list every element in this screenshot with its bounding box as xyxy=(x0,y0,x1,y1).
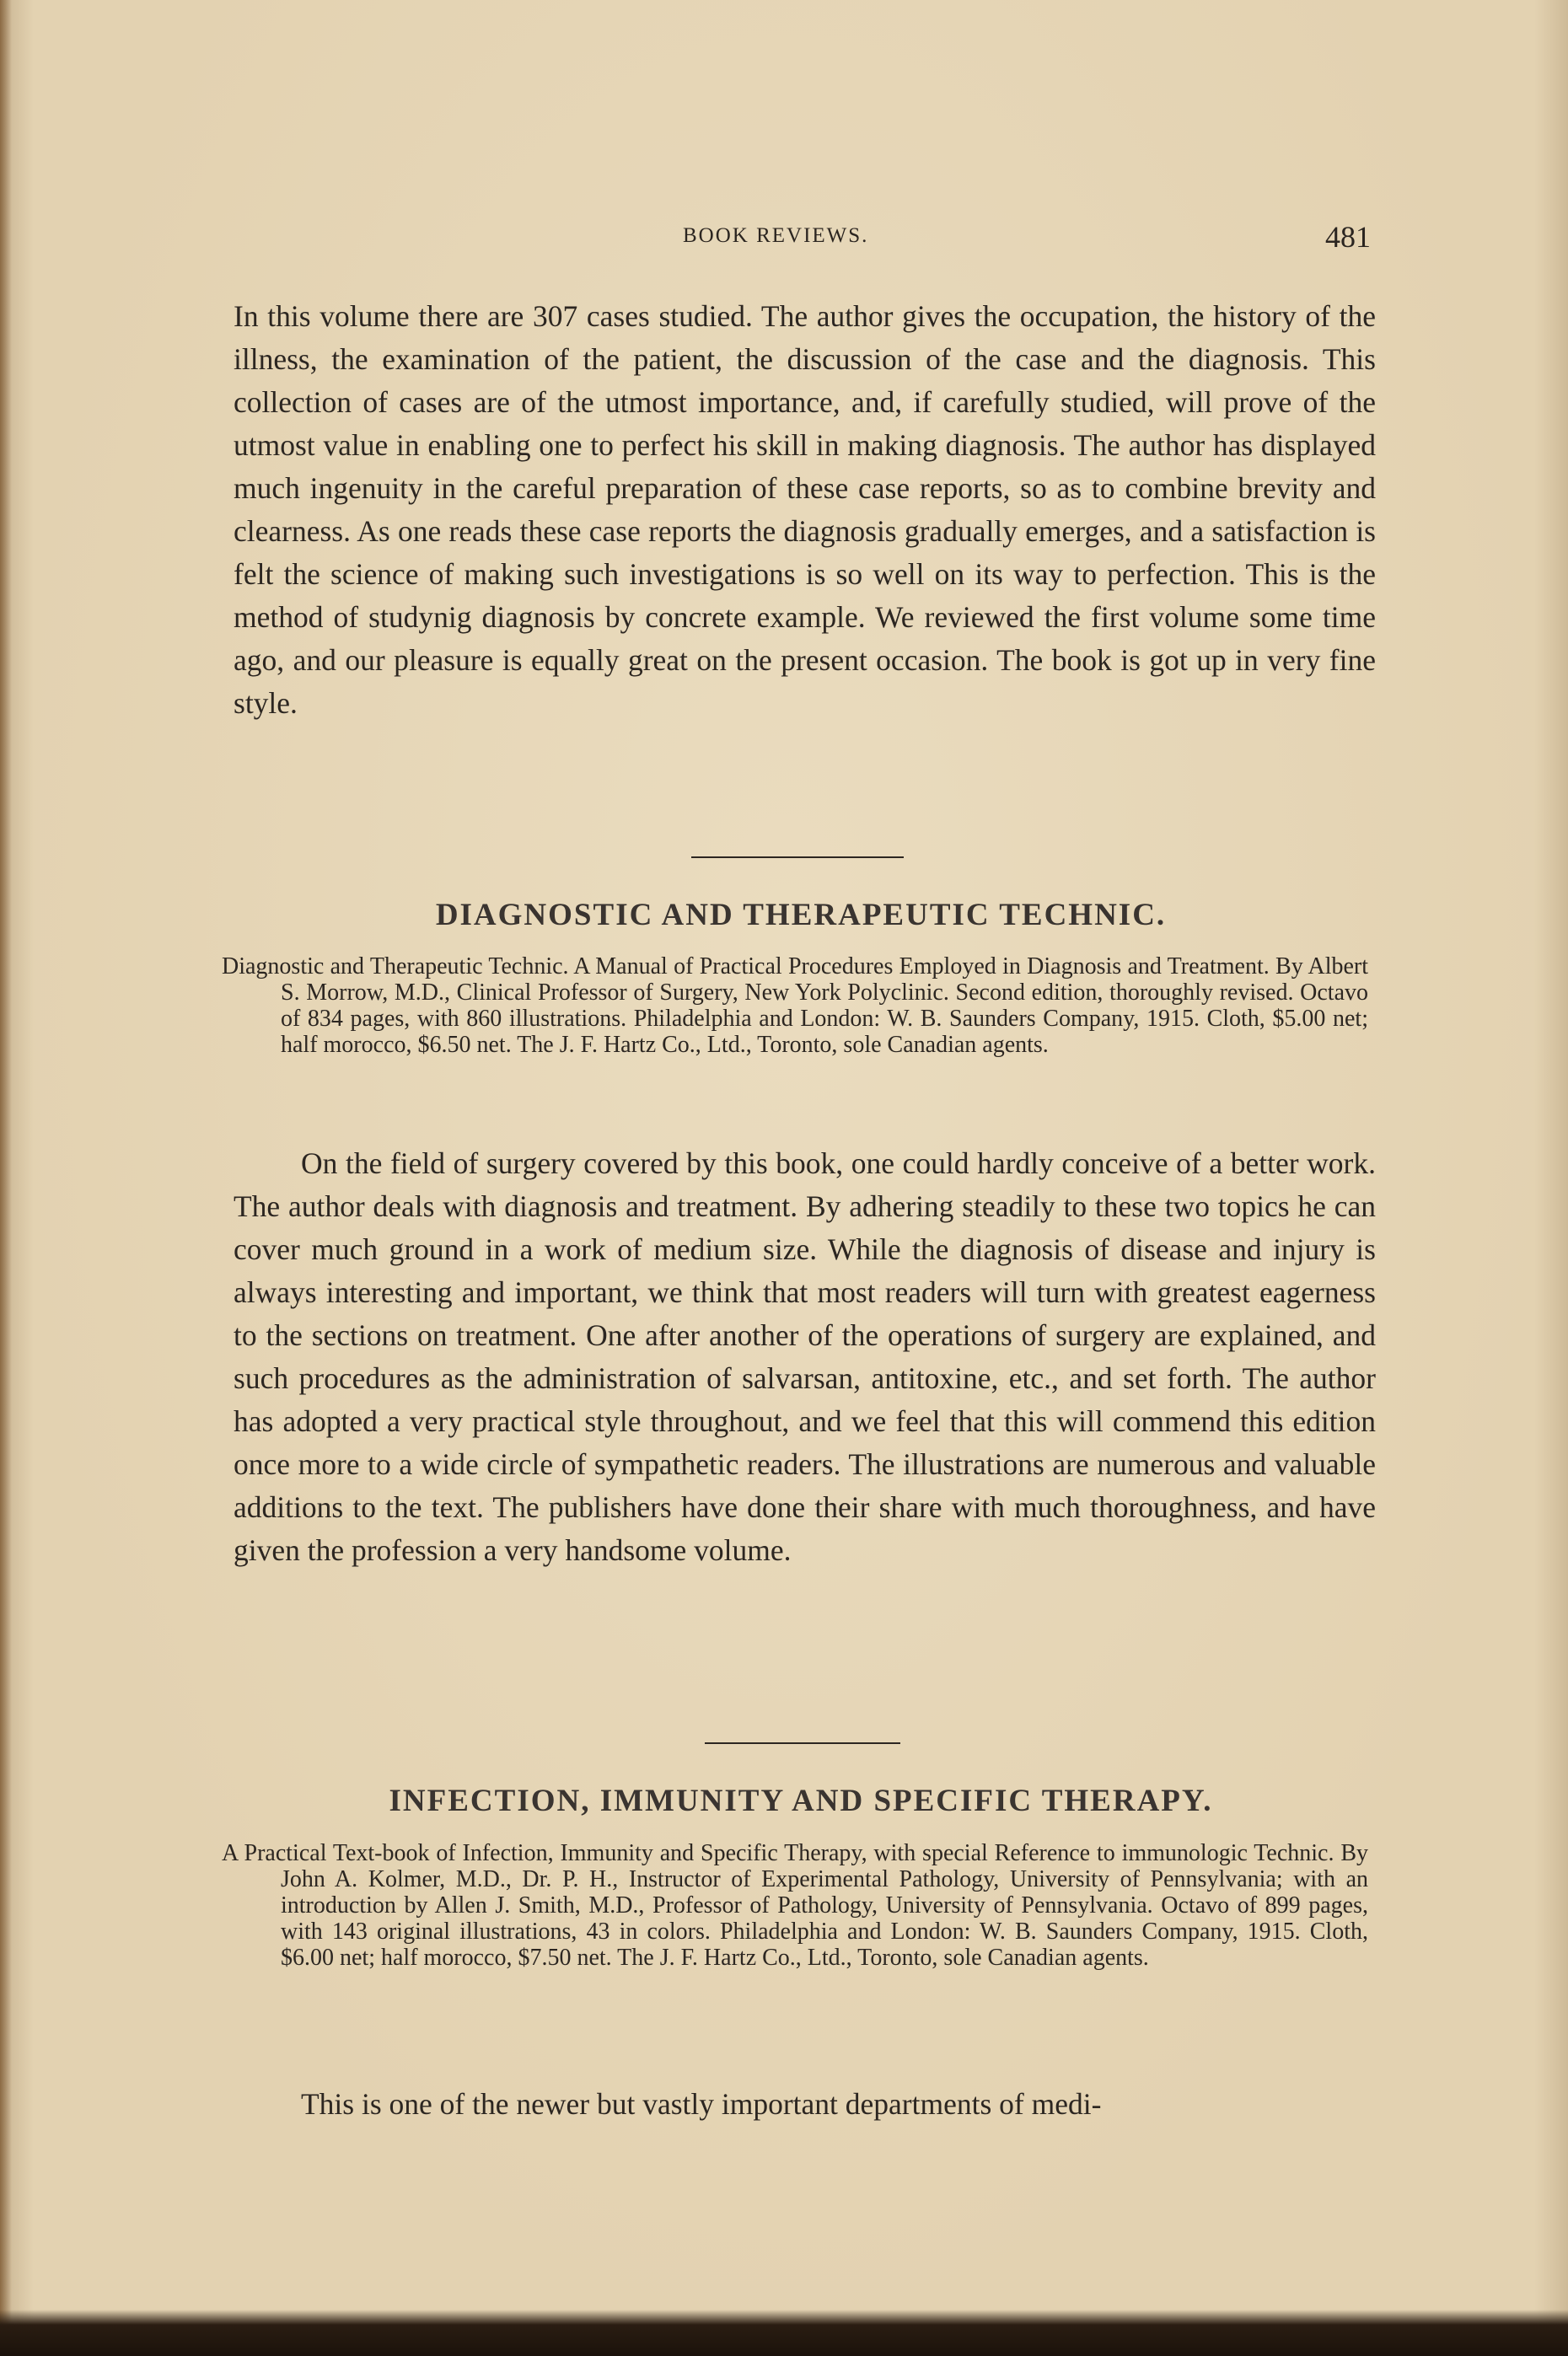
running-head: BOOK REVIEWS. xyxy=(683,224,869,247)
review-infection-paragraph: This is one of the newer but vastly important departments of medi- xyxy=(301,2087,1102,2121)
citation-diagnostic: Diagnostic and Therapeutic Technic. A Manual of Practical Procedures Employed in Diagnosis and Treatment. By Albert S. Morrow, M.D., Clinical Professor of Surgery, New York Polyclinic. Second edition, thoroughly revised. Octavo of 834 pages, with 860 illustrations. Philadelphia and London: W. B. Saunders Company, 1915. Cloth, $5.00 net; half morocco, $6.50 net. The J. F. Hartz Co., Ltd., Toronto, sole Canadian agents. xyxy=(222,953,1368,1058)
page-bottom-edge-shadow xyxy=(0,2310,1568,2356)
section-divider-rule xyxy=(691,856,904,858)
section-heading-infection: INFECTION, IMMUNITY AND SPECIFIC THERAPY. xyxy=(389,1784,1213,1818)
citation-infection: A Practical Text-book of Infection, Immunity and Specific Therapy, with special Reference to immunologic Technic. By John A. Kolmer, M.D., Dr. P. H., Instructor of Experimental Pathology, University of Pennsylvania; with an introduction by Allen J. Smith, M.D., Professor of Pathology, University of Pennsylvania. Octavo of 899 pages, with 143 original illustrations, 43 in colors. Philadelphia and London: W. B. Saunders Company, 1915. Cloth, $6.00 net; half morocco, $7.50 net. The J. F. Hartz Co., Ltd., Toronto, sole Canadian agents. xyxy=(222,1840,1368,1971)
review-continued-paragraph: In this volume there are 307 cases studied. The author gives the occupation, the history of the illness, the examination of the patient, the discussion of the case and the diagnosis. This collection of cases are of the utmost importance, and, if carefully studied, will prove of the utmost value in enabling one to perfect his skill in making diagnosis. The author has displayed much ingenuity in the careful preparation of these case reports, so as to combine brevity and clearness. As one reads these case reports the diagnosis gradually emerges, and a satisfaction is felt the science of making such investigations is so well on its way to perfection. This is the method of studynig diagnosis by concrete example. We reviewed the first volume some time ago, and our pleasure is equally great on the present occasion. The book is got up in very fine style. xyxy=(234,299,1376,720)
section-divider-rule xyxy=(705,1742,900,1744)
section-heading-diagnostic: DIAGNOSTIC AND THERAPEUTIC TECHNIC. xyxy=(435,898,1167,932)
review-diagnostic-paragraph: On the field of surgery covered by this book, one could hardly conceive of a better work. The author deals with diagnosis and treatment. By adhering steadily to these two topics he can cover much ground in a work of medium size. While the diagnosis of disease and injury is always interesting and important, we think that most readers will turn with greatest eagerness to the sections on treatment. One after another of the operations of surgery are explained, and such procedures as the administration of salvarsan, antitoxine, etc., and set forth. The author has adopted a very practical style throughout, and we feel that this will commend this edition once more to a wide circle of sympathetic readers. The illustrations are numerous and valuable additions to the text. The publishers have done their share with much thoroughness, and have given the profession a very handsome volume. xyxy=(234,1146,1376,1567)
page-number: 481 xyxy=(1325,220,1371,254)
page-left-edge-shadow xyxy=(0,0,12,2356)
